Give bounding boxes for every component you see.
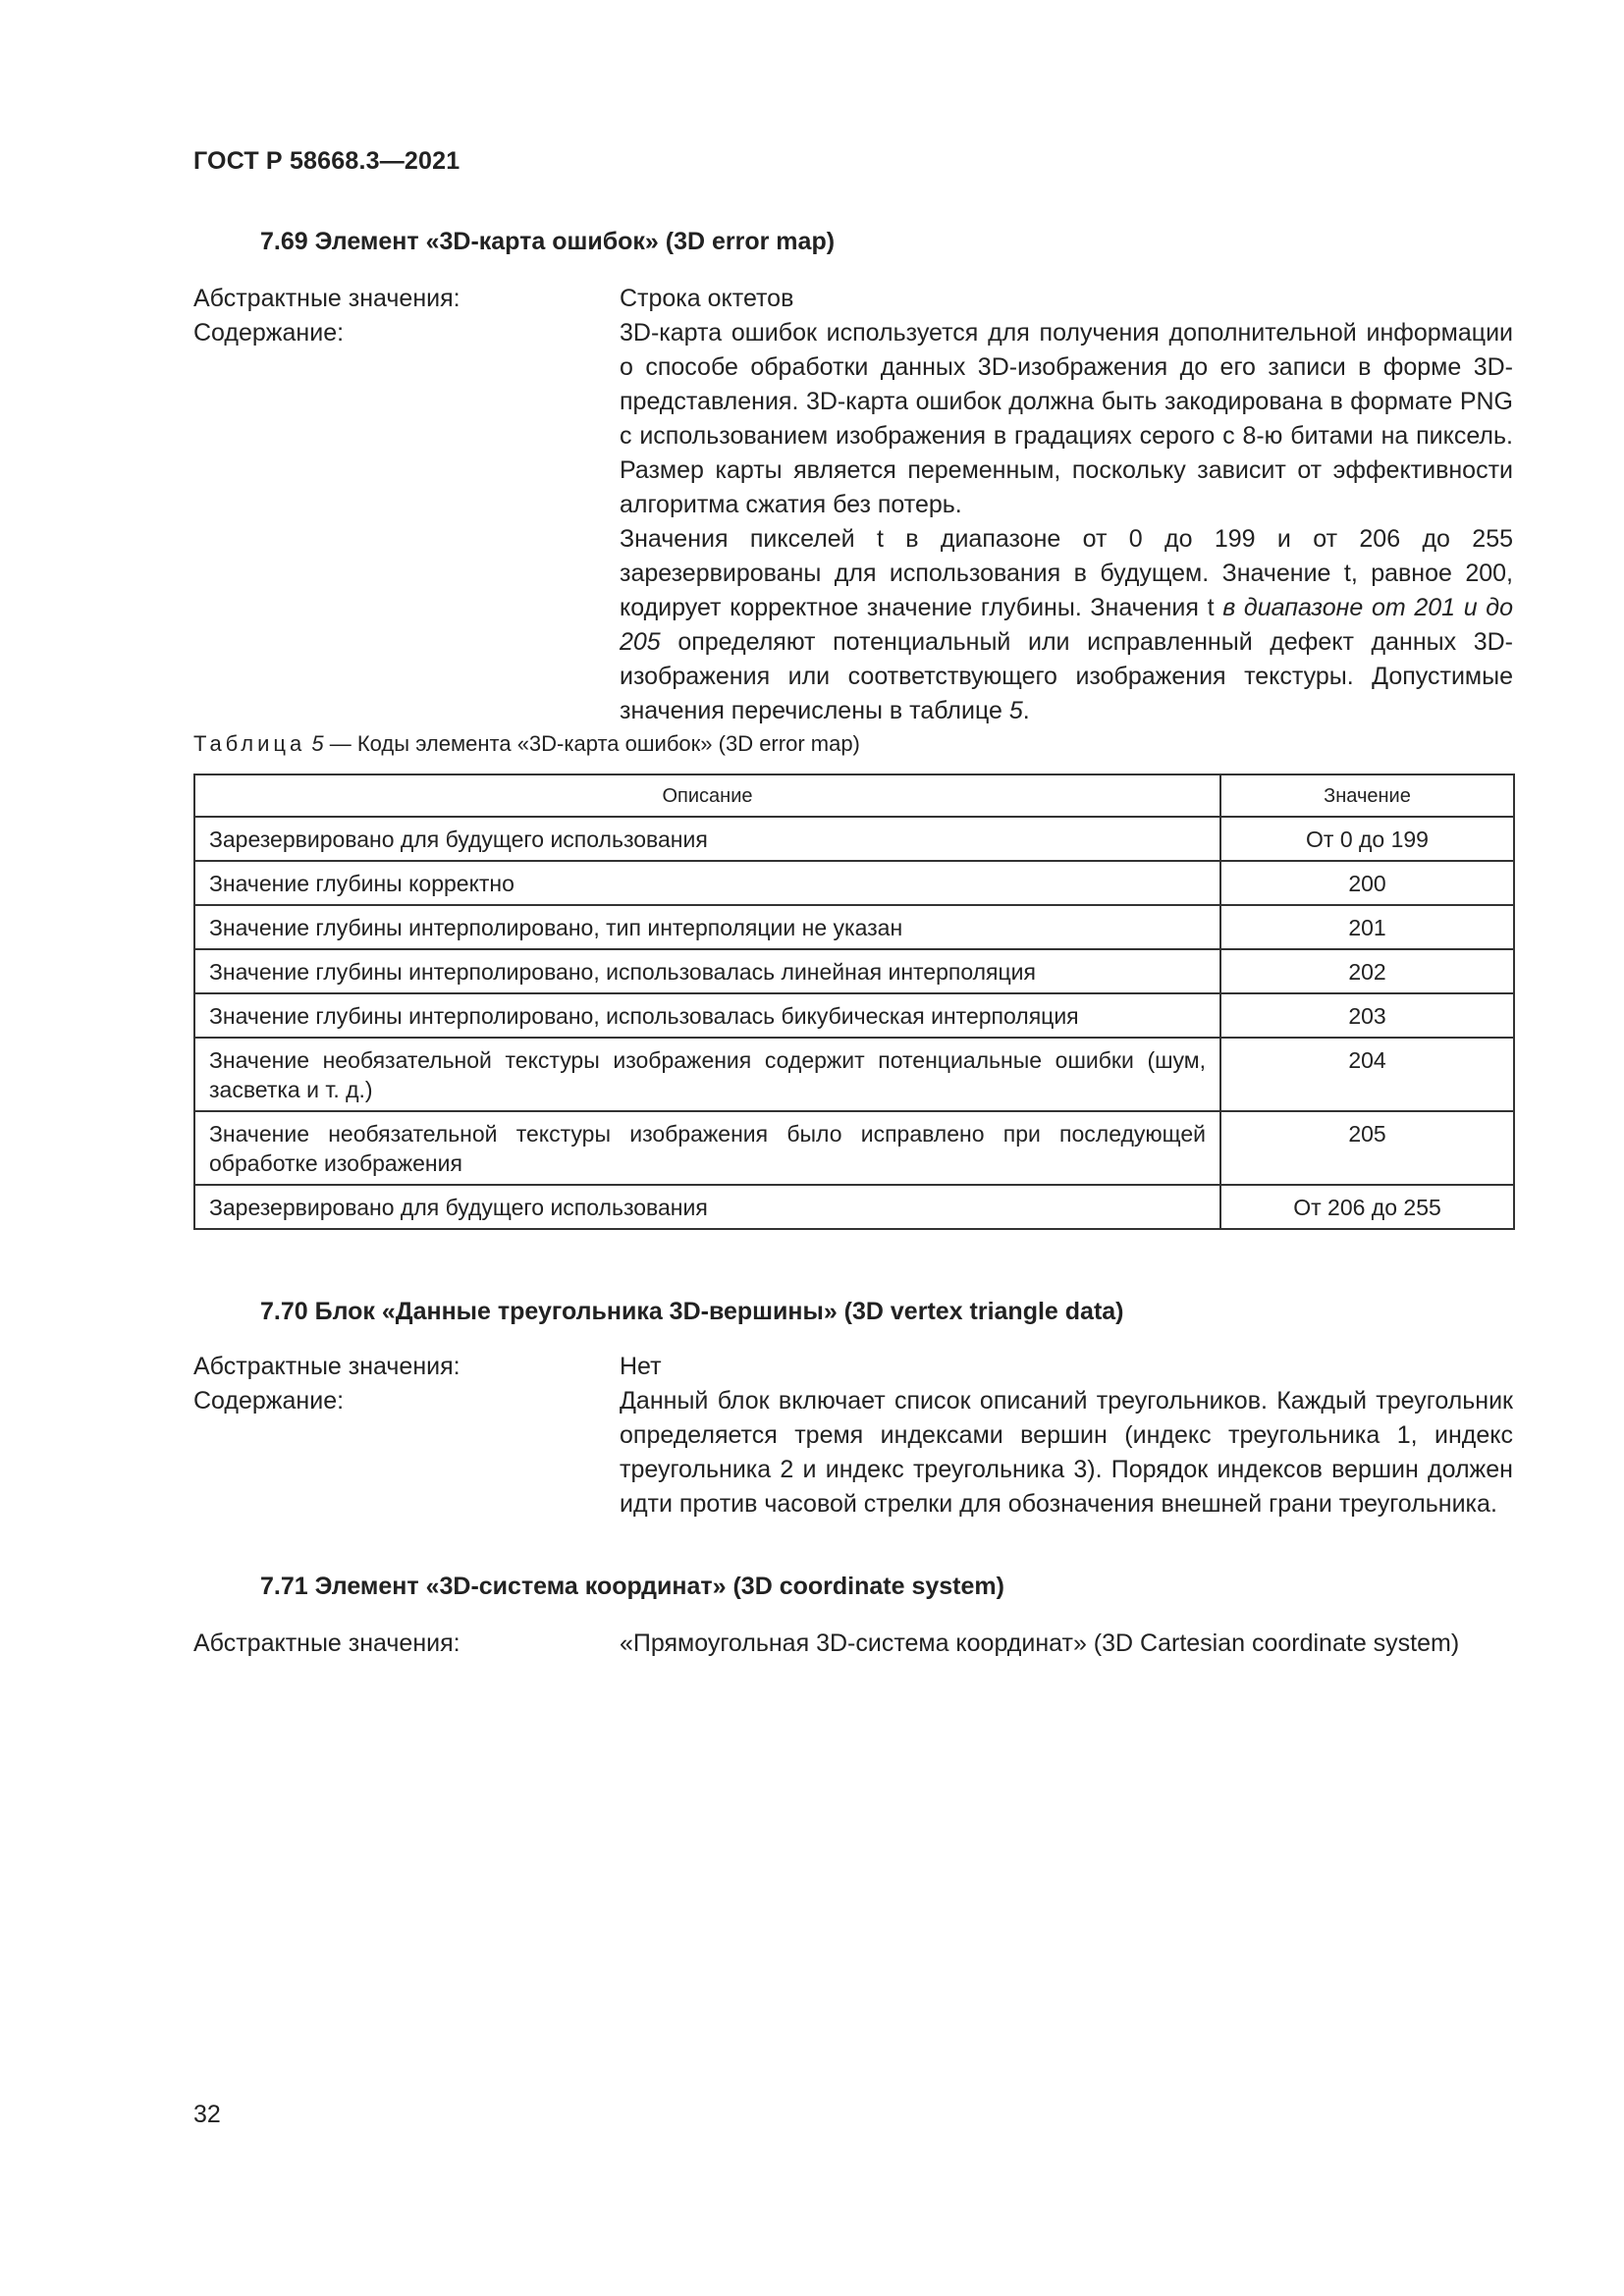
- section-title-7-71: 7.71 Элемент «3D-система координат» (3D coordinate system): [260, 1573, 1004, 1600]
- content-label: Содержание:: [193, 319, 345, 347]
- abstract-values-label: Абстрактные значения:: [193, 285, 460, 312]
- error-codes-table: [193, 774, 1515, 1230]
- row-description: Значение глубины интерполировано, использовалась бикубическая интерполяция: [194, 993, 1220, 1038]
- abstract-values-value: [620, 1627, 1513, 1661]
- table-row: [194, 1185, 1514, 1229]
- row-description: Значение необязательной текстуры изображения было исправлено при последующей обработке изображения: [194, 1111, 1220, 1185]
- table-caption: Таблица 5 — Коды элемента «3D-карта ошибок» (3D error map): [193, 731, 860, 756]
- table-row: [194, 905, 1514, 949]
- content-paragraph: Значения пикселей t в диапазоне от 0 до 199 и от 206 до 255 зарезервированы для использования в будущем. Значение t, равное 200, кодирует корректное значение глубины. Значения t в диапазоне от 201 и до 205 определяют потенциальный или исправленный дефект данных 3D-изображения или соответствующего изображения текстуры. Допустимые значения перечислены в таблице 5.: [620, 525, 1513, 724]
- row-description: Значение глубины корректно: [194, 861, 1220, 905]
- content-paragraph: 3D-карта ошибок используется для получения дополнительной информации о способе обработки данных 3D-изображения до его записи в форме 3D-представления. 3D-карта ошибок должна быть закодирована в формате PNG с использованием изображения в градациях серого с 8-ю битами на пиксель. Размер карты является переменным, поскольку зависит от эффективности алгоритма сжатия без потерь.: [620, 319, 1513, 518]
- abstract-values-value: Строка октетов: [620, 285, 794, 312]
- section-title-7-69: 7.69 Элемент «3D-карта ошибок» (3D error map): [260, 228, 836, 255]
- row-value: 203: [1220, 993, 1514, 1038]
- table-reference: 5: [1008, 697, 1023, 724]
- table-header-row: [194, 774, 1514, 817]
- abstract-values-label: Абстрактные значения:: [193, 1353, 460, 1380]
- table-row: [194, 993, 1514, 1038]
- row-value: От 206 до 255: [1220, 1185, 1514, 1229]
- abstract-values-label: Абстрактные значения:: [193, 1629, 460, 1657]
- content-text: [620, 1384, 1513, 1522]
- table-row: [194, 861, 1514, 905]
- row-value: 200: [1220, 861, 1514, 905]
- table-row: [194, 817, 1514, 861]
- row-description: Значение глубины интерполировано, использовалась линейная интерполяция: [194, 949, 1220, 993]
- content-paragraph: Данный блок включает список описаний треугольников. Каждый треугольник определяется тремя индексами вершин (индекс треугольника 1, индекс треугольника 2 и индекс треугольника 3). Порядок индексов вершин должен идти против часовой стрелки для обозначения внешней грани треугольника.: [620, 1387, 1513, 1518]
- page-number: 32: [193, 2101, 221, 2128]
- table-row: [194, 1038, 1514, 1111]
- table-row: [194, 949, 1514, 993]
- row-value: От 0 до 199: [1220, 817, 1514, 861]
- row-value: 201: [1220, 905, 1514, 949]
- row-value: 202: [1220, 949, 1514, 993]
- abstract-values-value: Нет: [620, 1353, 662, 1380]
- document-id: ГОСТ Р 58668.3—2021: [193, 147, 460, 175]
- row-value: 204: [1220, 1038, 1514, 1111]
- column-header-description: Описание: [194, 774, 1220, 817]
- content-label: Содержание:: [193, 1387, 345, 1415]
- section-title-7-70: 7.70 Блок «Данные треугольника 3D-вершины» (3D vertex triangle data): [260, 1298, 1124, 1325]
- content-text: [620, 316, 1513, 728]
- row-description: Зарезервировано для будущего использования: [194, 1185, 1220, 1229]
- row-description: Зарезервировано для будущего использования: [194, 817, 1220, 861]
- row-value: 205: [1220, 1111, 1514, 1185]
- abstract-values-text: «Прямоугольная 3D-система координат» (3D Cartesian coordinate system): [620, 1629, 1460, 1657]
- row-description: Значение глубины интерполировано, тип интерполяции не указан: [194, 905, 1220, 949]
- row-description: Значение необязательной текстуры изображения содержит потенциальные ошибки (шум, засветка и т. д.): [194, 1038, 1220, 1111]
- table-row: [194, 1111, 1514, 1185]
- column-header-value: Значение: [1220, 774, 1514, 817]
